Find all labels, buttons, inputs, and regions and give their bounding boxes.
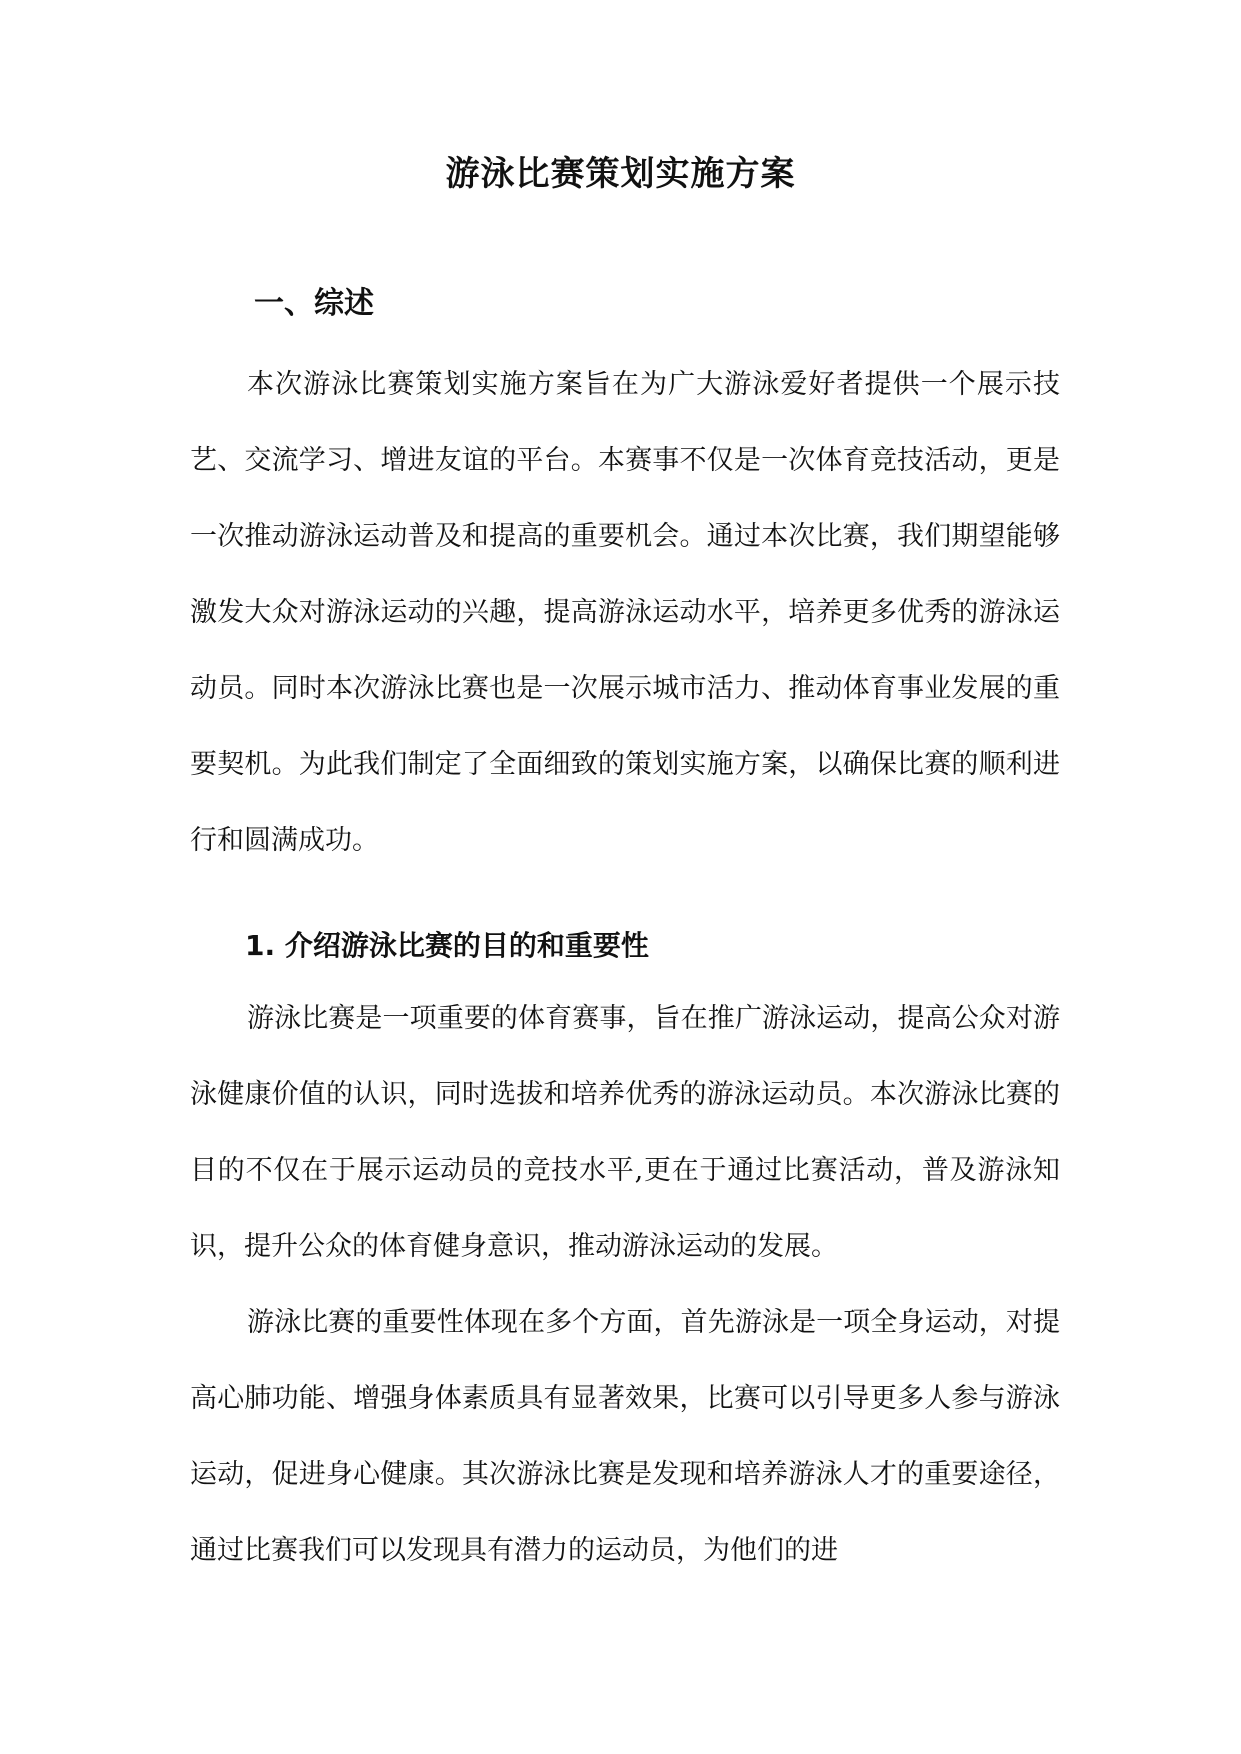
section-heading-overview: 一、综述 bbox=[254, 286, 374, 321]
overview-paragraph: 本次游泳比赛策划实施方案旨在为广大游泳爱好者提供一个展示技艺、交流学习、增进友谊的平台。本赛事不仅是一次体育竞技活动，更是一次推动游泳运动普及和提高的重要机会。通过本次比赛，我们期望能够激发大众对游泳运动的兴趣，提高游泳运动水平，培养更多优秀的游泳运动员。同时本次游泳比赛也是一次展示城市活力、推动体育事业发展的重要契机。为此我们制定了全面细致的策划实施方案，以确保比赛的顺利进行和圆满成功。 bbox=[190, 369, 1060, 856]
purpose-paragraph: 游泳比赛是一项重要的体育赛事，旨在推广游泳运动，提高公众对游泳健康价值的认识，同时选拔和培养优秀的游泳运动员。本次游泳比赛的目的不仅在于展示运动员的竞技水平,更在于通过比赛活动，普及游泳知识，提升公众的体育健身意识，推动游泳运动的发展。 bbox=[190, 1003, 1060, 1262]
subsection-heading-purpose: 1. 介绍游泳比赛的目的和重要性 bbox=[245, 929, 649, 962]
importance-paragraph: 游泳比赛的重要性体现在多个方面，首先游泳是一项全身运动，对提高心肺功能、增强身体素质具有显著效果，比赛可以引导更多人参与游泳运动，促进身心健康。其次游泳比赛是发现和培养游泳人才的重要途径，通过比赛我们可以发现具有潜力的运动员，为他们的进 bbox=[190, 1307, 1060, 1566]
document-title: 游泳比赛策划实施方案 bbox=[445, 154, 796, 194]
